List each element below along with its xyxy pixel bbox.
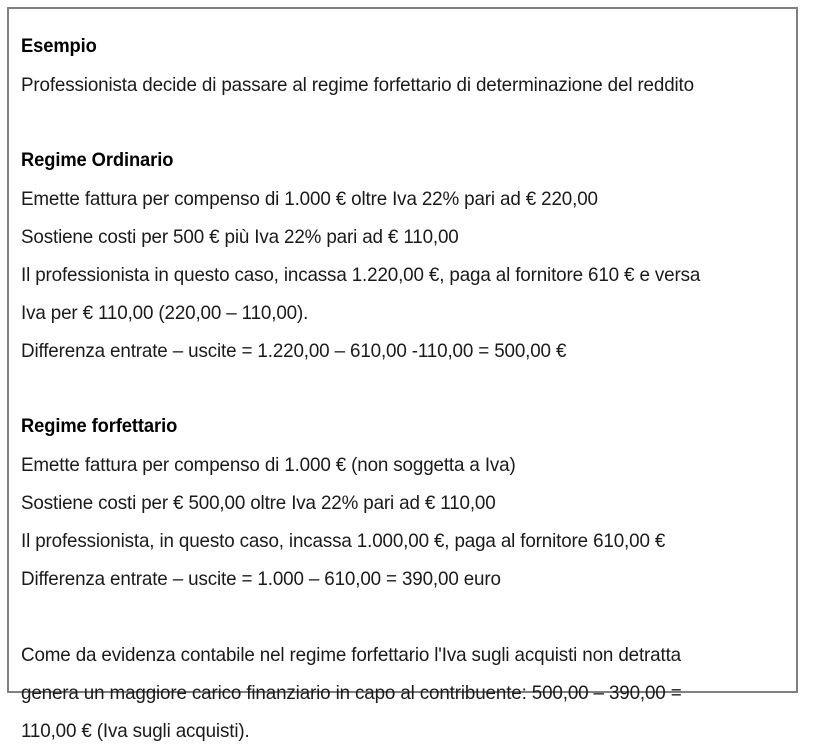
document-text-box: [7, 7, 798, 742]
paragraph-line: Il professionista in questo caso, incassa 1.220,00 €, paga al fornitore 610 € e versa: [21, 264, 701, 286]
paragraph-line: Differenza entrate – uscite = 1.220,00 – 610,00 -110,00 = 500,00 €: [21, 340, 567, 362]
paragraph-line: Il professionista, in questo caso, incassa 1.000,00 €, paga al fornitore 610,00 €: [21, 530, 666, 552]
document-body: [21, 10, 790, 742]
paragraph-line: Come da evidenza contabile nel regime forfettario l'Iva sugli acquisti non detratta: [21, 644, 681, 666]
paragraph-line: Emette fattura per compenso di 1.000 € (non soggetta a Iva): [21, 454, 516, 476]
section-gap: [21, 104, 790, 142]
paragraph-line: 110,00 € (Iva sugli acquisti).: [21, 720, 250, 742]
section-gap: [21, 370, 790, 408]
paragraph-line: Sostiene costi per € 500,00 oltre Iva 22% pari ad € 110,00: [21, 492, 496, 514]
paragraph-line: Sostiene costi per 500 € più Iva 22% pari ad € 110,00: [21, 226, 459, 248]
paragraph-line: Professionista decide di passare al regime forfettario di determinazione del reddito: [21, 74, 694, 96]
paragraph-line: Emette fattura per compenso di 1.000 € oltre Iva 22% pari ad € 220,00: [21, 188, 598, 210]
paragraph-line: genera un maggiore carico finanziario in capo al contribuente: 500,00 – 390,00 =: [21, 682, 682, 704]
paragraph-line: Differenza entrate – uscite = 1.000 – 610,00 = 390,00 euro: [21, 568, 501, 590]
heading-regime-ordinario: Regime Ordinario: [21, 150, 174, 171]
paragraph-line: Iva per € 110,00 (220,00 – 110,00).: [21, 302, 309, 324]
section-gap: [21, 598, 790, 636]
heading-regime-forfettario: Regime forfettario: [21, 416, 178, 437]
heading-esempio: Esempio: [21, 36, 97, 57]
top-spacer: [21, 10, 790, 28]
